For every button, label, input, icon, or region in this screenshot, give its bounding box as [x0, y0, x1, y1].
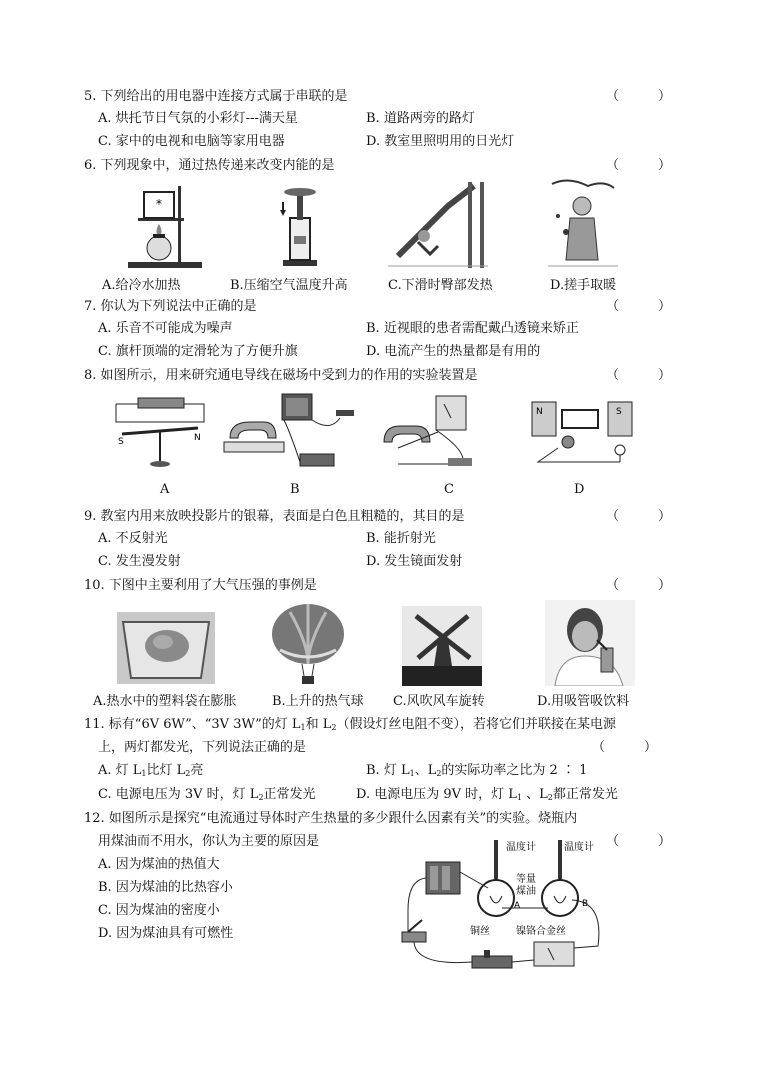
q10-fig-hot-air-balloon: [268, 604, 348, 686]
q5-option-a[interactable]: A. 烘托节日气氛的小彩灯---满天星: [98, 111, 298, 126]
q11-option-b[interactable]: B. 灯 $L_1$、$L_2$的实际功率之比为 2 ∶ 1: [366, 763, 588, 778]
svg-text:*: *: [156, 197, 162, 211]
q7-stem: 7. 你认为下列说法中正确的是: [84, 299, 257, 314]
q12-fig-circuit: [398, 836, 614, 984]
q12-fig-oil-label: 煤油: [516, 886, 536, 897]
q7-option-d[interactable]: D. 电流产生的热量都是有用的: [366, 344, 541, 359]
q11-option-d[interactable]: D. 电源电压为 9V 时，灯 $L_1$ 、$L_2$都正常发光: [356, 787, 618, 802]
q7-answer-blank[interactable]: （ ）: [606, 299, 672, 314]
q12-fig-a-label: A: [514, 901, 521, 911]
q10-option-b[interactable]: B.上升的热气球: [272, 694, 364, 709]
q9-answer-blank[interactable]: （ ）: [606, 509, 672, 524]
q10-option-d[interactable]: D.用吸管吸饮料: [537, 694, 630, 709]
q6-option-c[interactable]: C.下滑时臀部发热: [388, 278, 493, 293]
q10-fig-drinking-straw: [545, 600, 635, 686]
q7-option-b[interactable]: B. 近视眼的患者需配戴凸透镜来矫正: [366, 321, 579, 336]
q6-fig-slide: [388, 176, 488, 270]
q12-option-d[interactable]: D. 因为煤油具有可燃性: [98, 926, 234, 941]
q8-fig-d-n-label: N: [536, 407, 543, 417]
q5-option-d[interactable]: D. 教室里照明用的日光灯: [366, 134, 515, 149]
q12-fig-b-label: B: [582, 899, 589, 909]
q6-fig-compress-air: [275, 180, 325, 270]
q7-option-a[interactable]: A. 乐音不可能成为噪声: [98, 321, 233, 336]
q10-fig-plastic-bag: [117, 612, 215, 684]
q9-option-c[interactable]: C. 发生漫发射: [98, 554, 181, 569]
q8-option-a[interactable]: A: [160, 482, 170, 497]
q8-fig-d-s-label: S: [616, 407, 622, 417]
q10-option-c[interactable]: C.风吹风车旋转: [393, 694, 485, 709]
q12-answer-blank[interactable]: （ ）: [606, 834, 672, 849]
q8-fig-a-s-label: S: [118, 437, 124, 447]
q12-fig-thermometer-label-2: 温度计: [564, 842, 594, 853]
q9-option-a[interactable]: A. 不反射光: [98, 531, 168, 546]
q5-answer-blank[interactable]: （ ）: [606, 89, 672, 104]
q11-option-a[interactable]: A. 灯 $L_1$比灯 $L_2$亮: [98, 763, 204, 778]
q12-fig-copper-label: 铜丝: [470, 926, 490, 937]
q12-stem-line2: 用煤油而不用水，你认为主要的原因是: [98, 834, 320, 849]
q12-fig-equal-label: 等量: [516, 874, 536, 885]
q8-fig-b-motor: [220, 392, 360, 472]
q8-fig-d-generator: [528, 392, 638, 472]
q12-fig-nichrome-label: 镍铬合金丝: [516, 926, 566, 937]
q12-option-c[interactable]: C. 因为煤油的密度小: [98, 903, 220, 918]
q6-answer-blank[interactable]: （ ）: [606, 158, 672, 173]
q8-option-b[interactable]: B: [290, 482, 300, 497]
q5-option-b[interactable]: B. 道路两旁的路灯: [366, 111, 475, 126]
q5-option-c[interactable]: C. 家中的电视和电脑等家用电器: [98, 134, 285, 149]
q8-fig-c-induction: [378, 392, 488, 472]
q12-option-a[interactable]: A. 因为煤油的热值大: [98, 857, 220, 872]
q11-answer-blank[interactable]: （ ）: [592, 740, 658, 755]
q10-answer-blank[interactable]: （ ）: [606, 578, 672, 593]
q11-stem-line1: 11. 标有“6V 6W”、“3V 3W”的灯 $L_1$和 $L_2$（假设灯丝电阻不变），若将它们并联接在某电源: [84, 717, 616, 732]
q8-fig-a-n-label: N: [194, 433, 201, 443]
q8-option-c[interactable]: C: [444, 482, 454, 497]
q11-option-c[interactable]: C. 电源电压为 3V 时，灯 $L_2$正常发光: [98, 787, 316, 802]
q7-option-c[interactable]: C. 旗杆顶端的定滑轮为了方便升旗: [98, 344, 298, 359]
q11-stem-line2: 上，两灯都发光，下列说法正确的是: [98, 740, 307, 755]
q12-stem-line1: 12. 如图所示是探究“电流通过导体时产生热量的多少跟什么因素有关”的实验。烧瓶内: [84, 811, 578, 826]
q12-option-b[interactable]: B. 因为煤油的比热容小: [98, 880, 233, 895]
q6-fig-heating-water: [120, 178, 210, 270]
q8-fig-a-oersted: [110, 392, 210, 470]
q8-stem: 8. 如图所示，用来研究通电导线在磁场中受到力的作用的实验装置是: [84, 368, 478, 383]
q5-stem: 5. 下列给出的用电器中连接方式属于串联的是: [84, 89, 348, 104]
q6-option-d[interactable]: D.搓手取暖: [550, 278, 617, 293]
q9-stem: 9. 教室内用来放映投影片的银幕，表面是白色且粗糙的，其目的是: [84, 509, 465, 524]
q6-option-a[interactable]: A.给冷水加热: [102, 278, 181, 293]
q9-option-d[interactable]: D. 发生镜面发射: [366, 554, 463, 569]
q6-stem: 6. 下列现象中，通过热传递来改变内能的是: [84, 158, 335, 173]
q10-stem: 10. 下图中主要利用了大气压强的事例是: [84, 578, 317, 593]
q10-option-a[interactable]: A.热水中的塑料袋在膨胀: [93, 694, 237, 709]
q8-option-d[interactable]: D: [574, 482, 585, 497]
q6-fig-rub-hands: [548, 176, 618, 270]
q10-fig-windmill: [402, 606, 482, 686]
q9-option-b[interactable]: B. 能折射光: [366, 531, 436, 546]
q8-answer-blank[interactable]: （ ）: [606, 368, 672, 383]
q6-option-b[interactable]: B.压缩空气温度升高: [230, 278, 348, 293]
q12-fig-thermometer-label-1: 温度计: [506, 842, 536, 853]
